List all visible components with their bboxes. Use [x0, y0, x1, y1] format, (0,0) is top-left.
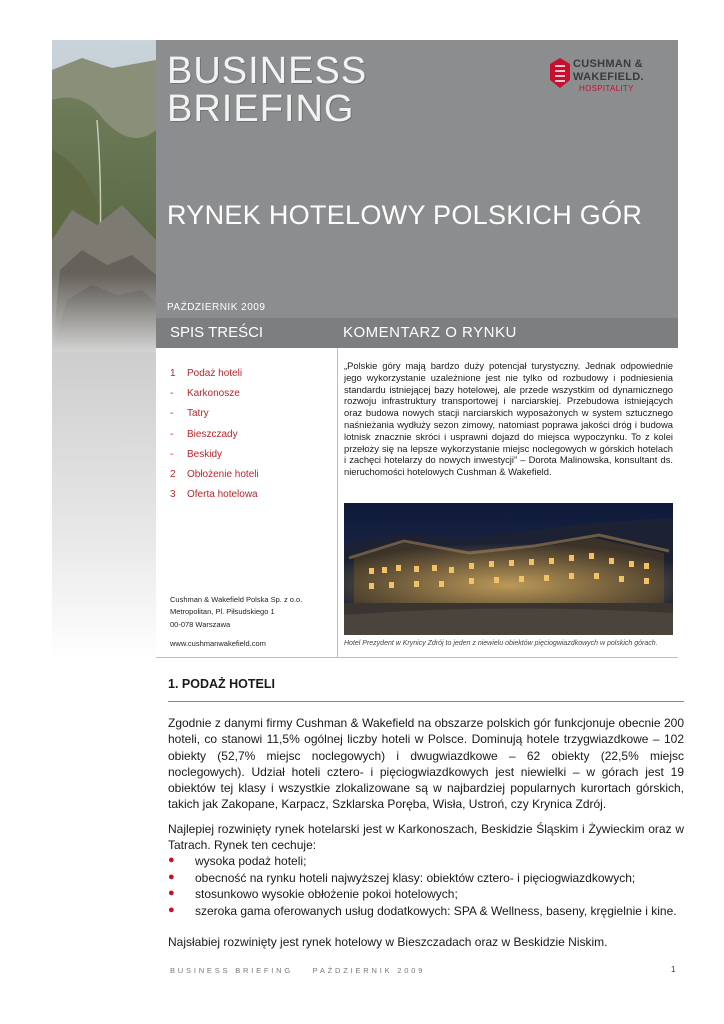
cushman-wakefield-logo-icon — [548, 56, 572, 90]
toc-heading: SPIS TREŚCI — [170, 324, 264, 341]
toc-item-number: - — [170, 408, 174, 419]
toc-item-tatry[interactable] — [170, 408, 209, 419]
company-name: Cushman & Wakefield Polska Sp. z o.o. — [170, 595, 303, 604]
page-title: RYNEK HOTELOWY POLSKICH GÓR — [167, 200, 643, 230]
company-website-link[interactable]: www.cushmanwakefield.com — [170, 639, 266, 648]
list-item-text: wysoka podaż hoteli; — [195, 854, 307, 868]
toc-item-oferta-hotelowa[interactable] — [170, 489, 258, 500]
comment-heading: KOMENTARZ O RYNKU — [343, 324, 517, 341]
list-item-text: obecność na rynku hoteli najwyższej klasy: obiektów cztero- i pięciogwiazdkowych; — [195, 871, 636, 885]
photo-caption: Hotel Prezydent w Krynicy Zdrój to jeden z niewielu obiektów pięciogwiazdkowych w polskich górach. — [344, 640, 658, 647]
paragraph-best-market: Najlepiej rozwinięty rynek hotelarski jest w Karkonoszach, Beskidzie Śląskim i Żywieckim oraz w Tatrach. Rynek ten cechuje: — [168, 822, 684, 853]
section-divider — [168, 701, 684, 702]
bullet-icon: ● — [168, 871, 175, 883]
issue-date: PAŹDZIERNIK 2009 — [167, 302, 266, 313]
toc-item-number: 1 — [170, 368, 176, 379]
toc-item-number: 3 — [170, 489, 176, 500]
toc-item-label: Bieszczady — [187, 429, 238, 440]
brand-title-line2: BRIEFING — [167, 88, 355, 130]
company-city: 00-078 Warszawa — [170, 619, 231, 629]
toc-item-bieszczady[interactable] — [170, 429, 238, 440]
toc-item-label: Obłożenie hoteli — [187, 469, 259, 480]
toc-item-label: Oferta hotelowa — [187, 489, 258, 500]
bullet-icon: ● — [168, 887, 175, 899]
toc-item-number: - — [170, 388, 174, 399]
toc-item-karkonosze[interactable] — [170, 388, 240, 399]
toc-item-number: - — [170, 449, 174, 460]
market-comment-quote: „Polskie góry mają bardzo duży potencjał turystyczny. Jednak odpowiednie jego wykorzystanie uzależnione jest nie tylko od rozbudowy i podniesienia standardu istniejącej bazy hotelowej, ale przede wszystkim od dynamicznego rozwoju infrastruktury transportowej i narciarskiej. Przebudowa istniejących oraz budowa nowych stacji narciarskich wyposażonych w system sztucznego naśnieżania wydłuży sezon zimowy, natomiast poprawa jakości dróg i budowa lotnisk znacznie skróci i usprawni dojazd do miejsca wypoczynku. To z kolei przełoży się na lepsze wykorzystanie miejsc noclegowych w górskich hotelach i zachęci hotelarzy do nowych inwestycji” – Dorota Malinowska, konsultant ds. nieruchomości hotelowych Cushman & Wakefield. — [344, 360, 673, 478]
page-number: 1 — [671, 965, 676, 974]
logo-name-line2: WAKEFIELD. — [573, 71, 644, 83]
paragraph-supply: Zgodnie z danymi firmy Cushman & Wakefield na obszarze polskich gór funkcjonuje obecnie 200 hoteli, co stanowi 11,5% ogólnej liczby hoteli w Polsce. Dominują hotele trzygwiazdkowe – 102 obiekty (52,7% miejsc noclegowych) i dwugwiazdkowe – 62 obiekty (22,5% miejsc noclegowych). Udział hoteli cztero- i pięciogwiazdkowych jest niewielki – w górach jest 19 obiektów tej klasy i wszystkie zlokalizowane są w najbardziej popularnych kurortach górskich, takich jak Zakopane, Karpacz, Szklarska Poręba, Wisła, Ustroń, czy Krynica Zdrój. — [168, 716, 684, 812]
brand-title-line1: BUSINESS — [167, 50, 368, 92]
toc-item-oblozenie-hoteli[interactable] — [170, 469, 259, 480]
mountain-photo — [52, 40, 156, 352]
brand-title — [167, 52, 427, 128]
logo-subtitle: HOSPITALITY — [579, 84, 634, 93]
paragraph-weakest-market: Najsłabiej rozwinięty jest rynek hotelowy w Bieszczadach oraz w Beskidzie Niskim. — [168, 935, 608, 949]
toc-item-label: Karkonosze — [187, 388, 240, 399]
toc-item-number: 2 — [170, 469, 176, 480]
toc-item-label: Beskidy — [187, 449, 223, 460]
toc-item-label: Podaż hoteli — [187, 368, 243, 379]
bullet-icon: ● — [168, 904, 175, 916]
list-item-text: stosunkowo wysokie obłożenie pokoi hotelowych; — [195, 887, 458, 901]
section-title: 1. PODAŻ HOTELI — [168, 677, 275, 691]
company-street: Metropolitan, Pl. Piłsudskiego 1 — [170, 607, 275, 617]
bullet-icon: ● — [168, 854, 175, 866]
toc-item-beskidy[interactable] — [170, 449, 222, 460]
list-item-text: szeroka gama oferowanych usług dodatkowych: SPA & Wellness, baseny, kręgielnie i kine. — [195, 904, 677, 918]
toc-item-podaz-hoteli[interactable] — [170, 368, 242, 379]
logo-name-line1: CUSHMAN & — [573, 58, 643, 70]
toc-item-number: - — [170, 429, 174, 440]
company-address — [170, 594, 302, 631]
hotel-photo — [344, 503, 673, 635]
toc-item-label: Tatry — [187, 408, 209, 419]
footer-label: BUSINESS BRIEFING PAŹDZIERNIK 2009 — [170, 966, 426, 975]
